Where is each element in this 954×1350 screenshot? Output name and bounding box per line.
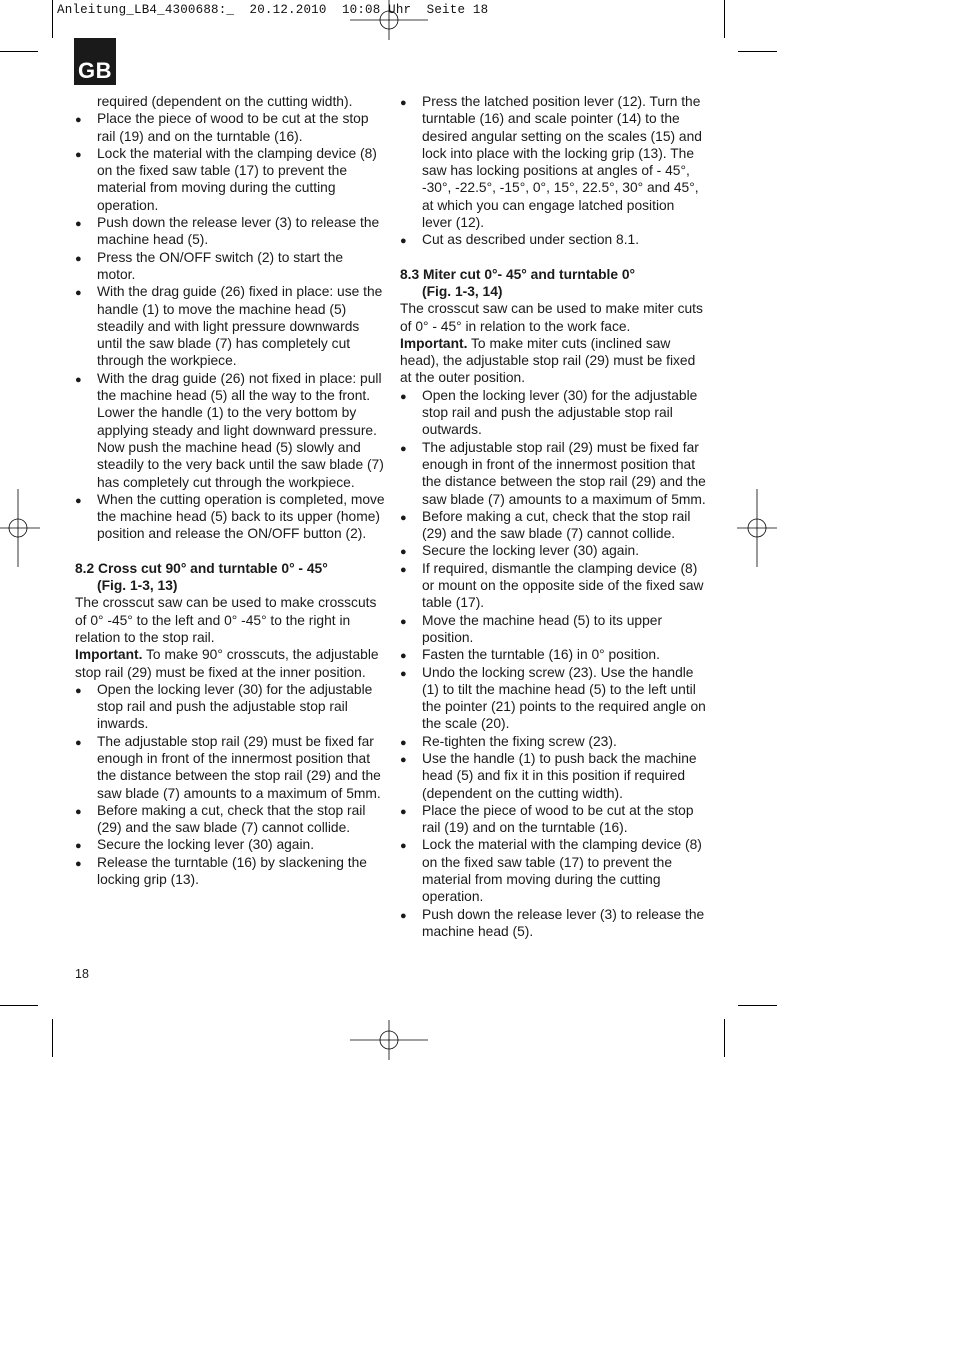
bullet-item: ● Push down the release lever (3) to release the machine head (5). (400, 906, 706, 941)
print-slug: Anleitung_LB4_4300688:_ 20.12.2010 10:08 Uhr Seite 18 (57, 3, 489, 17)
bullet-item: ● Before making a cut, check that the stop rail (29) and the saw blade (7) cannot collide. (75, 802, 385, 837)
bullet-item: ● Lock the material with the clamping device (8) on the fixed saw table (17) to prevent the material from moving during the cutting operation. (400, 836, 706, 905)
section-heading (75, 560, 385, 595)
paragraph: The crosscut saw can be used to make miter cuts of 0° - 45° in relation to the work face. (400, 301, 703, 334)
important-text: To make miter cuts (inclined saw head), the adjustable stop rail (29) must be fixed at the outer position. (400, 335, 696, 386)
registration-mark-icon (350, 0, 428, 40)
bullet-item: ● Move the machine head (5) to its upper position. (400, 612, 706, 647)
important-label: Important. (400, 335, 468, 351)
bullet-item: ● Open the locking lever (30) for the adjustable stop rail and push the adjustable stop rail inwards. (75, 681, 385, 733)
bullet-item: ● Use the handle (1) to push back the machine head (5) and fix it in this position if required (dependent on the cutting width). (400, 750, 706, 802)
bullet-item: ● Place the piece of wood to be cut at the stop rail (19) and on the turntable (16). (400, 802, 706, 837)
bullet-item: ● With the drag guide (26) not fixed in place: pull the machine head (5) all the way to the front. Lower the handle (1) to the very bottom by applying steady and light downward pressure. Now push the machine head (5) slowly and steadily to the very back until the saw blade (7) has completely cut through the workpiece. (75, 370, 385, 491)
bullet-item: ● Secure the locking lever (30) again. (400, 542, 706, 559)
bullet-item: ● The adjustable stop rail (29) must be fixed far enough in front of the innermost position that the distance between the stop rail (29) and the saw blade (7) amounts to a maximum of 5mm. (400, 439, 706, 508)
section-heading-line: 8.2 Cross cut 90° and turntable 0° - 45° (75, 560, 328, 576)
bullet-item: ● Lock the material with the clamping device (8) on the fixed saw table (17) to prevent the material from moving during the cutting operation. (75, 145, 385, 214)
important-text: To make 90° crosscuts, the adjustable stop rail (29) must be fixed at the inner position. (75, 647, 379, 680)
bullet-item: ● When the cutting operation is completed, move the machine head (5) back to its upper (home) position and release the ON/OFF button (2). (75, 491, 385, 543)
crop-mark (52, 1019, 53, 1057)
bullet-item: ● Press the latched position lever (12). Turn the turntable (16) and scale pointer (14) to the desired angular setting on the scales (15) and lock into place with the locking grip (13). The saw has locking positions at angles of - 45°, -30°, -22.5°, -15°, 0°, 15°, 22.5°, 30° and 45°, at which you can engage latched position lever (12). (400, 93, 706, 231)
bullet-item: ● Secure the locking lever (30) again. (75, 836, 385, 853)
section-heading-figref: (Fig. 1-3, 13) (97, 578, 178, 594)
bullet-item: ● Press the ON/OFF switch (2) to start the motor. (75, 249, 385, 284)
crop-mark (724, 1019, 725, 1057)
crop-mark (0, 51, 38, 52)
language-badge: GB (74, 38, 116, 85)
crop-mark (0, 1005, 38, 1006)
bullet-item: ● Place the piece of wood to be cut at the stop rail (19) and on the turntable (16). (75, 110, 385, 145)
registration-mark-icon (737, 489, 777, 567)
section-heading-line: 8.3 Miter cut 0°- 45° and turntable 0° (400, 266, 636, 282)
bullet-item: ● Before making a cut, check that the stop rail (29) and the saw blade (7) cannot collide. (400, 508, 706, 543)
crop-mark (738, 51, 777, 52)
crop-mark (738, 1005, 777, 1006)
bullet-item: ● The adjustable stop rail (29) must be fixed far enough in front of the innermost position that the distance between the stop rail (29) and the saw blade (7) amounts to a maximum of 5mm. (75, 733, 385, 802)
important-label: Important. (75, 647, 143, 663)
registration-mark-icon (350, 1020, 428, 1060)
paragraph: required (dependent on the cutting width). (97, 94, 353, 109)
registration-mark-icon (0, 489, 40, 567)
right-column (400, 93, 706, 940)
paragraph: The crosscut saw can be used to make crosscuts of 0° -45° to the left and 0° -45° to the right in relation to the stop rail. (75, 595, 377, 645)
bullet-item: ● With the drag guide (26) fixed in place: use the handle (1) to move the machine head (5) steadily and with light pressure downwards until the saw blade (7) has completely cut through the workpiece. (75, 283, 385, 369)
bullet-item: ● Release the turntable (16) by slackening the locking grip (13). (75, 854, 385, 889)
bullet-item: ● If required, dismantle the clamping device (8) or mount on the opposite side of the fixed saw table (17). (400, 560, 706, 612)
bullet-item: ● Cut as described under section 8.1. (400, 231, 706, 248)
bullet-item: ● Undo the locking screw (23). Use the handle (1) to tilt the machine head (5) to the left until the pointer (21) points to the required angle on the scale (20). (400, 664, 706, 733)
section-heading-figref: (Fig. 1-3, 14) (422, 283, 503, 299)
paragraph (75, 646, 385, 681)
bullet-item: ● Re-tighten the fixing screw (23). (400, 733, 706, 750)
bullet-item: ● Push down the release lever (3) to release the machine head (5). (75, 214, 385, 249)
crop-mark (724, 0, 725, 38)
bullet-item: ● Fasten the turntable (16) in 0° position. (400, 646, 706, 663)
section-heading (400, 266, 706, 301)
bullet-item: ● Open the locking lever (30) for the adjustable stop rail and push the adjustable stop rail outwards. (400, 387, 706, 439)
crop-mark (52, 0, 53, 38)
left-column (75, 93, 385, 888)
page-number: 18 (75, 967, 89, 981)
paragraph (400, 335, 706, 387)
